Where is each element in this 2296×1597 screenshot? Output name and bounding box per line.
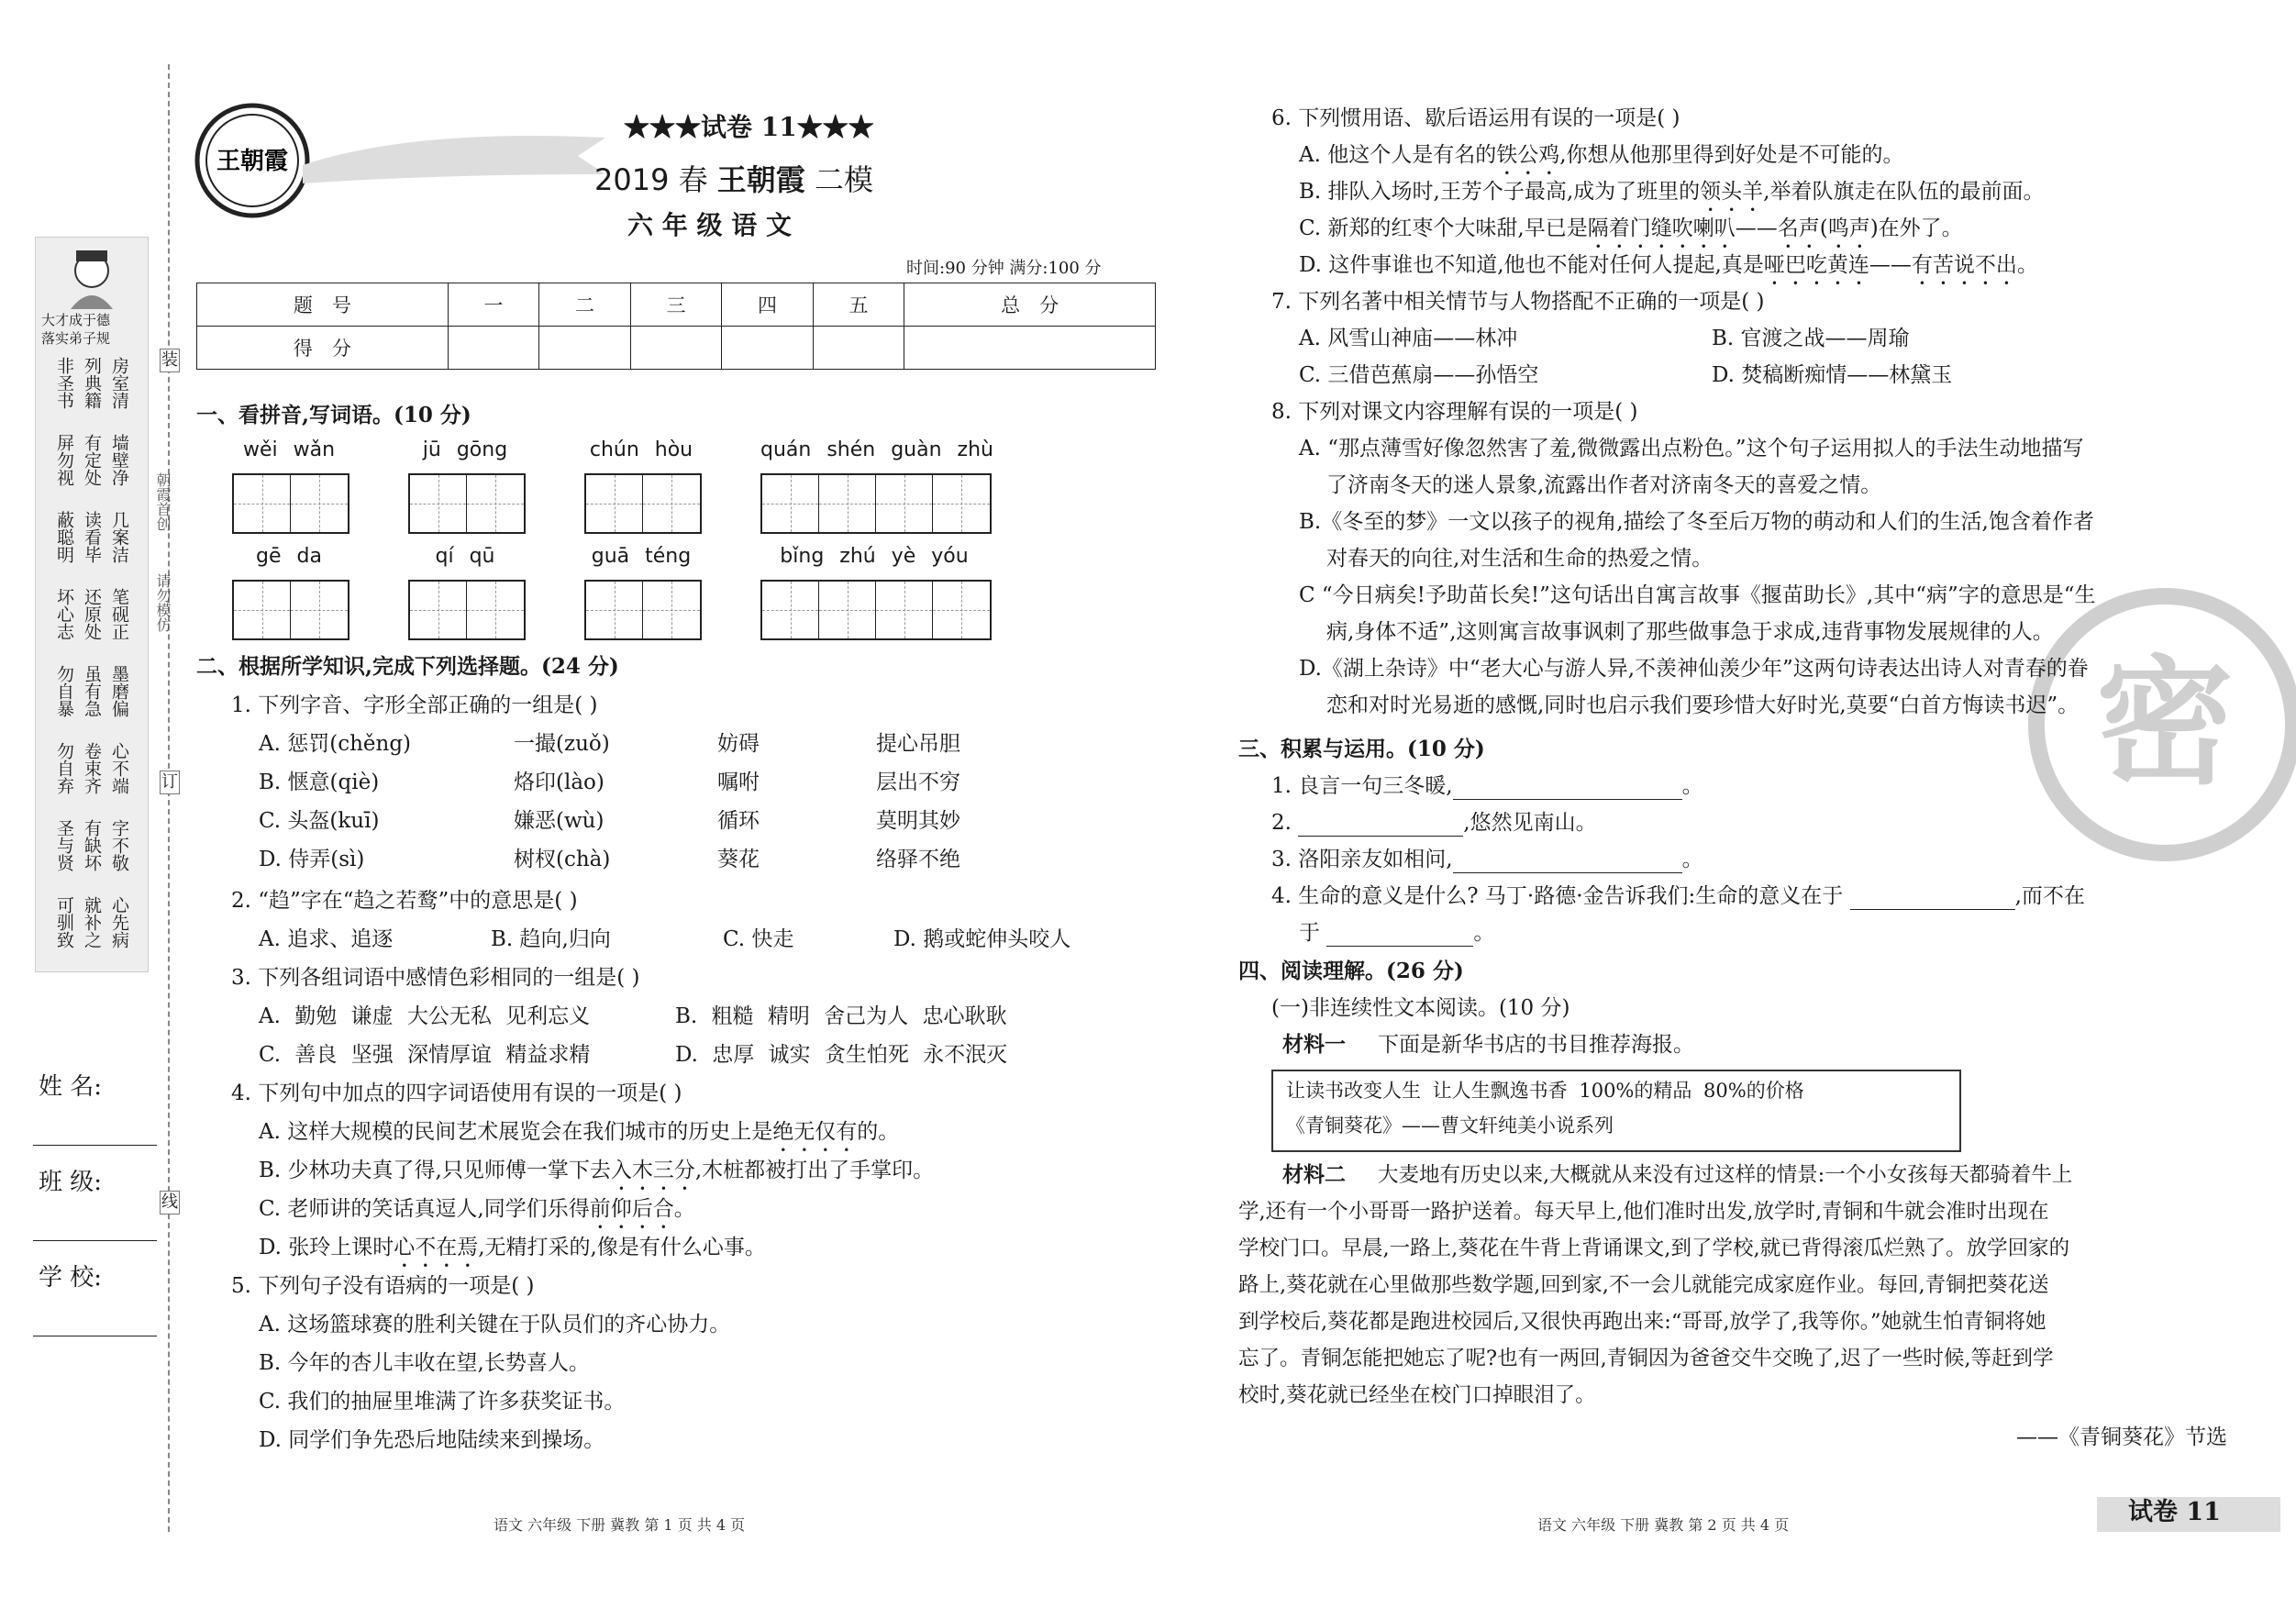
q1-option-cell: 循环 xyxy=(717,809,760,833)
q3-option-c: C. 善良 坚强 深情厚谊 精益求精 xyxy=(259,1043,591,1067)
pinyin-writing-box[interactable] xyxy=(408,580,526,640)
writing-cell[interactable] xyxy=(762,582,819,638)
s3-item-3 xyxy=(1271,846,1703,873)
score-header-cell: 总 分 xyxy=(904,283,1156,327)
pinyin-label: bǐng zhú yè yóu xyxy=(780,545,969,568)
motto-char: 看 xyxy=(82,528,102,546)
motto-char: 圣 xyxy=(54,819,74,837)
pinyin-label: wěi wǎn xyxy=(242,438,336,461)
writing-cell[interactable] xyxy=(643,582,700,638)
q1-option-cell: 树杈(chà) xyxy=(514,848,611,871)
svg-text:王朝霞: 王朝霞 xyxy=(216,148,289,175)
motto-char: 偏 xyxy=(109,700,129,717)
q6-option-a xyxy=(1299,141,1904,180)
motto-char: 勿 xyxy=(54,451,74,469)
material1-label: 材料一 xyxy=(1282,1032,1346,1057)
motto-char: 有 xyxy=(82,682,102,700)
scholar-icon xyxy=(63,245,120,309)
pinyin-writing-box[interactable] xyxy=(584,580,702,640)
q8-option-line: 病,身体不适”,这则寓言故事讽刺了那些做事急于求成,违背事物发展规律的人。 xyxy=(1326,620,2054,644)
q6-option-d xyxy=(1299,251,2038,290)
s3-item-4-text: 4. 生命的意义是什么? 马丁·路德·金告诉我们:生命的意义在于 xyxy=(1271,884,1844,908)
score-value-cell[interactable] xyxy=(904,327,1156,370)
q1-option-cell: A. 惩罚(chěng) xyxy=(259,732,412,756)
motto-char: 暴 xyxy=(54,700,74,717)
section4-sub-heading: (一)非连续性文本阅读。(10 分) xyxy=(1271,996,1570,1020)
q8-option-line: 对春天的向往,对生活和生命的热爱之情。 xyxy=(1326,547,1714,571)
brand-emblem xyxy=(193,101,312,220)
motto-char: 净 xyxy=(109,469,129,486)
motto-char: 缺 xyxy=(82,837,102,854)
motto-column xyxy=(82,434,102,486)
material1-text: 下面是新华书店的书目推荐海报。 xyxy=(1378,1033,1694,1057)
motto-column xyxy=(82,742,102,794)
s3-item-4 xyxy=(1271,882,2085,910)
motto-char: 急 xyxy=(82,700,102,717)
motto-column xyxy=(82,665,102,717)
material2-line: 路上,葵花就在心里做那些数学题,回到家,不一会儿就能完成家庭作业。每回,青铜把葵花送 xyxy=(1238,1273,2049,1297)
section2-heading: 二、根据所学知识,完成下列选择题。(24 分) xyxy=(196,654,619,679)
vertical-note-1: 朝霞首创 xyxy=(154,472,172,531)
q5-option-b: B. 今年的杏儿丰收在望,长势喜人。 xyxy=(259,1351,590,1375)
motto-char: 卷 xyxy=(82,742,102,760)
s3-item-1-tail: 。 xyxy=(1681,774,1703,798)
pinyin-writing-box[interactable] xyxy=(408,473,526,534)
q1-option-cell: 葵花 xyxy=(717,848,760,871)
motto-char: 自 xyxy=(54,760,74,777)
pinyin-label: jū gōng xyxy=(422,438,508,461)
writing-cell[interactable] xyxy=(762,475,819,532)
motto-char: 就 xyxy=(82,896,102,914)
motto-column xyxy=(54,742,74,794)
material2-source: ——《青铜葵花》节选 xyxy=(2016,1425,2227,1449)
writing-cell[interactable] xyxy=(410,582,467,638)
motto-column xyxy=(109,896,129,948)
section1-heading: 一、看拼音,写词语。(10 分) xyxy=(196,403,471,427)
q1-option-cell: 层出不穷 xyxy=(876,771,960,794)
writing-cell[interactable] xyxy=(467,582,524,638)
pinyin-writing-box[interactable] xyxy=(584,473,702,534)
q6-option-b xyxy=(1299,178,2044,216)
motto-column xyxy=(54,511,74,563)
motto-column xyxy=(82,357,102,409)
motto-char: 弃 xyxy=(54,777,74,794)
q6-a-post: ,你想从他那里得到好处是不可能的。 xyxy=(1559,143,1904,167)
q1-option-cell: 一撮(zuǒ) xyxy=(514,732,610,756)
motto-char: 自 xyxy=(54,682,74,700)
q4-option-a xyxy=(259,1118,899,1157)
q4-a-dotted: 绝无仅有 xyxy=(772,1120,858,1144)
q8-option-line: A. “那点薄雪好像忽然害了羞,微微露出点粉色。”这个句子运用拟人的手法生动地描写 xyxy=(1299,437,2084,460)
q4-b-pre: B. 少林功夫真了得,只见师傅一掌下去 xyxy=(259,1159,611,1182)
motto-column xyxy=(82,896,102,948)
motto-char: 列 xyxy=(82,357,102,374)
writing-cell[interactable] xyxy=(291,475,348,532)
motto-char: 室 xyxy=(109,374,129,392)
q6-a-dotted: 铁公鸡 xyxy=(1496,143,1560,167)
motto-char: 心 xyxy=(54,605,74,623)
school-label: 学 校: xyxy=(39,1264,103,1292)
score-value-cell[interactable] xyxy=(448,327,539,370)
q7-option-a: A. 风雪山神庙——林冲 xyxy=(1299,327,1518,350)
paper-number: ★★★试卷 11★★★ xyxy=(624,112,874,142)
class-label: 班 级: xyxy=(39,1169,103,1196)
motto-char: 有 xyxy=(82,434,102,451)
watermark-seal-icon xyxy=(2027,587,2296,862)
writing-cell[interactable] xyxy=(467,475,524,532)
writing-cell[interactable] xyxy=(234,582,291,638)
pinyin-label: guā téng xyxy=(591,545,692,568)
q5-option-a: A. 这场篮球赛的胜利关键在于队员们的齐心协力。 xyxy=(259,1313,731,1336)
motto-char: 坏 xyxy=(54,588,74,605)
motto-char: 病 xyxy=(109,931,129,948)
q3-option-a: A. 勤勉 谦虚 大公无私 见利忘义 xyxy=(259,1004,591,1028)
poster-line-1: 让读书改变人生 让人生飘逸书香 100%的精品 80%的价格 xyxy=(1286,1080,1804,1102)
q6-c-pre: C. 新郑的红枣个大味甜,早已是 xyxy=(1299,216,1588,240)
s3-item-2 xyxy=(1271,809,1597,837)
s3-item-2-text: 2. xyxy=(1271,811,1292,835)
pinyin-label: gē da xyxy=(256,545,322,568)
motto-char: 字 xyxy=(109,819,129,837)
motto-line-1: 大才成于德 xyxy=(41,312,111,328)
q7-option-b: B. 官渡之战——周瑜 xyxy=(1712,327,1910,350)
title-logo-text: 王朝霞 xyxy=(716,162,805,197)
q6-b-dotted: 领头羊 xyxy=(1700,180,1764,204)
q3-stem: 3. 下列各组词语中感情色彩相同的一组是( ) xyxy=(231,966,640,990)
s3-item-1 xyxy=(1271,772,1703,800)
motto-char: 圣 xyxy=(54,374,74,392)
q7-option-c: C. 三借芭蕉扇——孙悟空 xyxy=(1299,363,1539,387)
q6-a-pre: A. 他这个人是有名的 xyxy=(1299,143,1497,167)
material2-line: 到学校后,葵花都是跑进校园后,又很快再跑出来:“哥哥,放学了,我等你。”她就生怕青铜将她 xyxy=(1238,1310,2046,1334)
q6-d-dotted: 哑巴吃黄连——有苦说不出 xyxy=(1763,253,2017,277)
motto-char: 有 xyxy=(82,819,102,837)
time-info: 时间:90 分钟 满分:100 分 xyxy=(906,259,1102,278)
pinyin-label: qí qū xyxy=(435,545,495,568)
motto-char: 补 xyxy=(82,914,102,931)
binding-line xyxy=(168,64,170,1532)
q8-option-line: 了济南冬天的迷人景象,流露出作者对济南冬天的喜爱之情。 xyxy=(1326,473,1882,497)
score-value-cell[interactable] xyxy=(630,327,722,370)
score-value-cell: 得 分 xyxy=(197,327,449,370)
q2-option-a: A. 追求、追逐 xyxy=(259,927,394,951)
score-header-cell: 五 xyxy=(813,283,904,327)
q8-stem: 8. 下列对课文内容理解有误的一项是( ) xyxy=(1271,400,1638,424)
motto-char: 束 xyxy=(82,760,102,777)
s3-blank-5[interactable] xyxy=(1326,924,1473,947)
score-value-cell[interactable] xyxy=(539,327,631,370)
q6-c-post: 在外了。 xyxy=(1878,216,1963,240)
paper-tag xyxy=(2097,1497,2280,1532)
motto-column xyxy=(109,357,129,409)
motto-char: 籍 xyxy=(82,392,102,409)
motto-char: 还 xyxy=(82,588,102,605)
motto-char: 虽 xyxy=(82,665,102,682)
writing-cell[interactable] xyxy=(933,582,990,638)
motto-char: 贤 xyxy=(54,854,74,871)
s3-blank-4[interactable] xyxy=(1850,887,2015,910)
q2-option-d: D. 鹅或蛇伸头咬人 xyxy=(893,927,1071,951)
material2-line: 学校门口。早晨,一路上,葵花在牛背上背诵课文,到了学校,就已背得滚瓜烂熟了。放学回家的 xyxy=(1238,1237,2070,1260)
q5-option-d: D. 同学们争先恐后地陆续来到操场。 xyxy=(259,1428,605,1452)
q1-option-cell: 莫明其妙 xyxy=(876,809,960,833)
motto-char: 非 xyxy=(54,357,74,374)
q6-c-dotted: 隔着门缝吹喇叭——名声(鸣声) xyxy=(1587,216,1879,240)
motto-char: 先 xyxy=(109,914,129,931)
paper-tag-label: 试卷 11 xyxy=(2128,1498,2221,1526)
section4-heading: 四、阅读理解。(26 分) xyxy=(1238,959,1464,983)
motto-column xyxy=(109,819,129,871)
motto-char: 墨 xyxy=(109,665,129,682)
q3-option-b: B. 粗糙 精明 舍己为人 忠心耿耿 xyxy=(675,1004,1007,1028)
writing-cell[interactable] xyxy=(234,475,291,532)
q7-option-d: D. 焚稿断痴情——林黛玉 xyxy=(1712,363,1953,387)
score-header-cell: 一 xyxy=(448,283,539,327)
score-header-cell: 题 号 xyxy=(197,283,449,327)
writing-cell[interactable] xyxy=(876,582,933,638)
pinyin-label: chún hòu xyxy=(589,438,693,461)
motto-column xyxy=(54,819,74,871)
q8-option-line: B.《冬至的梦》一文以孩子的视角,描绘了冬至后万物的萌动和人们的生活,饱含着作者 xyxy=(1299,510,2094,534)
motto-column xyxy=(82,511,102,563)
footer-right: 语文 六年级 下册 冀教 第 2 页 共 4 页 xyxy=(1537,1516,1790,1534)
q4-c-pre: C. 老师讲的笑话真逗人,同学们乐得 xyxy=(259,1197,590,1221)
motto-char: 端 xyxy=(109,777,129,794)
footer-left: 语文 六年级 下册 冀教 第 1 页 共 4 页 xyxy=(494,1516,746,1534)
motto-char: 正 xyxy=(109,623,129,640)
motto-char: 洁 xyxy=(109,546,129,563)
motto-column xyxy=(109,434,129,486)
q8-option-line: D.《湖上杂诗》中“老大心与游人异,不羡神仙羡少年”这两句诗表达出诗人对青春的眷 xyxy=(1299,657,2089,681)
q4-d-post: ,无精打采的,像是有什么心事。 xyxy=(478,1236,766,1259)
pinyin-writing-box[interactable] xyxy=(232,473,349,534)
motto-char: 清 xyxy=(109,392,129,409)
q1-stem: 1. 下列字音、字形全部正确的一组是( ) xyxy=(231,693,598,717)
q6-b-post: ,举着队旗走在队伍的最前面。 xyxy=(1763,180,2045,204)
s3-item-4b-tail: 。 xyxy=(1473,921,1495,945)
q1-option-cell: 嘱咐 xyxy=(717,771,760,794)
motto-column xyxy=(54,896,74,948)
material2-line: 忘了。青铜怎能把她忘了呢?也有一两回,青铜因为爸爸交牛交晚了,迟了一些时候,等赶到学 xyxy=(1238,1347,2054,1370)
writing-cell[interactable] xyxy=(410,475,467,532)
writing-cell[interactable] xyxy=(643,475,700,532)
class-field[interactable] xyxy=(33,1240,157,1241)
score-header-cell: 二 xyxy=(539,283,631,327)
q2-option-c: C. 快走 xyxy=(723,927,794,951)
motto-line-2: 落实弟子规 xyxy=(41,330,111,347)
q4-a-post: 的。 xyxy=(857,1120,900,1144)
motto-char: 坏 xyxy=(82,854,102,871)
score-value-cell[interactable] xyxy=(722,327,814,370)
motto-char: 毕 xyxy=(82,546,102,563)
s3-item-4b-text: 于 xyxy=(1299,921,1320,945)
motto-column xyxy=(109,742,129,794)
q1-option-cell: B. 惬意(qiè) xyxy=(259,771,380,794)
motto-char: 处 xyxy=(82,623,102,640)
motto-char: 案 xyxy=(109,528,129,546)
motto-char: 聪 xyxy=(54,528,74,546)
motto-char: 砚 xyxy=(109,605,129,623)
motto-char: 蔽 xyxy=(54,511,74,528)
q6-d-post: 。 xyxy=(2016,253,2038,277)
writing-cell[interactable] xyxy=(819,582,876,638)
q5-stem: 5. 下列句子没有语病的一项是( ) xyxy=(231,1274,535,1298)
q6-b-pre: B. 排队入场时,王芳个子最高,成为了班里的 xyxy=(1299,180,1701,204)
q8-option-line: C “今日病矣!予助苗长矣!”这句话出自寓言故事《揠苗助长》,其中“病”字的意思是“生 xyxy=(1299,583,2096,607)
s3-blank-1[interactable] xyxy=(1453,777,1682,800)
writing-cell[interactable] xyxy=(876,475,933,532)
motto-char: 定 xyxy=(82,451,102,469)
material2-line: 学,还有一个小哥哥一路护送着。每天早上,他们准时出发,放学时,青铜和牛就会准时出现在 xyxy=(1238,1200,2049,1224)
motto-char: 致 xyxy=(54,931,74,948)
motto-char: 视 xyxy=(54,469,74,486)
motto-char: 读 xyxy=(82,511,102,528)
q4-c-dotted: 前仰后合 xyxy=(589,1197,674,1221)
q1-option-cell: 提心吊胆 xyxy=(876,732,960,756)
motto-char: 不 xyxy=(109,760,129,777)
motto-strip xyxy=(35,237,149,972)
book-poster xyxy=(1271,1070,1961,1152)
s3-item-4b xyxy=(1299,919,1494,947)
motto-column xyxy=(54,588,74,640)
motto-char: 墙 xyxy=(109,434,129,451)
q6-d-pre: D. 这件事谁也不知道,他也不能对任何人提起,真是 xyxy=(1299,253,1764,277)
motto-char: 不 xyxy=(109,837,129,854)
name-field[interactable] xyxy=(33,1145,157,1146)
q8-option-line: 恋和对时光易逝的感慨,同时也启示我们要珍惜大好时光,莫要“白首方悔读书迟”。 xyxy=(1326,693,2080,717)
q4-option-d xyxy=(259,1234,766,1272)
motto-char: 可 xyxy=(54,896,74,914)
section3-heading: 三、积累与运用。(10 分) xyxy=(1238,737,1485,761)
q7-stem: 7. 下列名著中相关情节与人物搭配不正确的一项是( ) xyxy=(1271,290,1765,314)
motto-char: 敬 xyxy=(109,854,129,871)
motto-char: 房 xyxy=(109,357,129,374)
motto-column xyxy=(82,588,102,640)
vertical-note-2: 请勿模仿 xyxy=(154,573,172,632)
motto-column xyxy=(82,819,102,871)
q4-b-dotted: 入木三分 xyxy=(610,1159,695,1182)
pinyin-label: quán shén guàn zhù xyxy=(760,438,993,461)
q1-option-cell: 嫌恶(wù) xyxy=(514,809,605,833)
motto-char: 壁 xyxy=(109,451,129,469)
q3-option-d: D. 忠厚 诚实 贪生怕死 永不泯灭 xyxy=(675,1043,1008,1067)
q6-stem: 6. 下列惯用语、歇后语运用有误的一项是( ) xyxy=(1271,106,1680,130)
exam-title xyxy=(594,161,873,198)
motto-char: 志 xyxy=(54,623,74,640)
score-header-cell: 三 xyxy=(630,283,722,327)
motto-char: 勿 xyxy=(54,742,74,760)
motto-char: 书 xyxy=(54,392,74,409)
q4-option-c xyxy=(259,1195,695,1234)
svg-text:密: 密 xyxy=(2095,644,2235,804)
motto-char: 磨 xyxy=(109,682,129,700)
s3-item-3-text: 3. 洛阳亲友如相问, xyxy=(1271,848,1453,871)
motto-char: 与 xyxy=(54,837,74,854)
s3-item-2-tail: ,悠然见南山。 xyxy=(1463,811,1597,835)
writing-cell[interactable] xyxy=(586,475,643,532)
pinyin-writing-box[interactable] xyxy=(760,580,992,640)
writing-cell[interactable] xyxy=(291,582,348,638)
motto-char: 几 xyxy=(109,511,129,528)
motto-char: 处 xyxy=(82,469,102,486)
q4-c-post: 。 xyxy=(673,1197,695,1221)
exam-subtitle: 六 年 级 语 文 xyxy=(627,210,792,240)
name-label: 姓 名: xyxy=(39,1073,103,1101)
s3-blank-3[interactable] xyxy=(1453,850,1682,873)
q1-option-cell: 烙印(lào) xyxy=(514,771,605,794)
q1-option-cell: C. 头盔(kuī) xyxy=(259,809,380,833)
title-year: 2019 春 xyxy=(594,162,708,197)
motto-char: 勿 xyxy=(54,665,74,682)
title-suffix: 二模 xyxy=(814,162,873,197)
material2-line: 校时,葵花就已经坐在校门口掉眼泪了。 xyxy=(1238,1383,1596,1407)
material2-line: 大麦地有历史以来,大概就从来没有过这样的情景:一个小女孩每天都骑着牛上 xyxy=(1378,1163,2073,1187)
motto-char: 心 xyxy=(109,742,129,760)
writing-cell[interactable] xyxy=(933,475,990,532)
seal-label-2: 订 xyxy=(160,771,180,794)
motto-column xyxy=(109,511,129,563)
q5-option-c: C. 我们的抽屉里堆满了许多获奖证书。 xyxy=(259,1390,626,1414)
motto-char: 之 xyxy=(82,931,102,948)
motto-char: 齐 xyxy=(82,777,102,794)
q2-option-b: B. 趋向,归向 xyxy=(491,927,611,951)
score-header-row xyxy=(197,283,1156,327)
q4-option-b xyxy=(259,1157,934,1195)
q1-option-cell: 妨碍 xyxy=(717,732,760,756)
score-value-cell[interactable] xyxy=(813,327,904,370)
score-table xyxy=(196,283,1156,370)
s3-item-3-tail: 。 xyxy=(1681,848,1703,871)
q4-d-dotted: 心不在焉 xyxy=(394,1236,479,1259)
s3-item-1-text: 1. 良言一句三冬暖, xyxy=(1271,774,1453,798)
motto-char: 典 xyxy=(82,374,102,392)
motto-char: 屏 xyxy=(54,434,74,451)
q2-stem: 2. “趋”字在“趋之若鹜”中的意思是( ) xyxy=(231,889,578,913)
q1-option-cell: D. 侍弄(sì) xyxy=(259,848,365,871)
motto-column xyxy=(109,665,129,717)
motto-char: 驯 xyxy=(54,914,74,931)
s3-blank-2[interactable] xyxy=(1298,814,1463,837)
q4-stem: 4. 下列句中加点的四字词语使用有误的一项是( ) xyxy=(231,1081,682,1105)
poster-line-2: 《青铜葵花》——曹文轩纯美小说系列 xyxy=(1286,1115,1614,1137)
q4-d-pre: D. 张玲上课时 xyxy=(259,1236,394,1259)
motto-column xyxy=(109,588,129,640)
score-header-cell: 四 xyxy=(722,283,814,327)
motto-char: 笔 xyxy=(109,588,129,605)
writing-cell[interactable] xyxy=(586,582,643,638)
motto-column xyxy=(54,665,74,717)
motto-column xyxy=(54,357,74,409)
material2-label: 材料二 xyxy=(1282,1162,1346,1187)
seal-label-1: 装 xyxy=(160,349,180,372)
s3-item-4-tail: ,而不在 xyxy=(2014,884,2085,908)
pinyin-writing-box[interactable] xyxy=(760,473,992,534)
ribbon-decoration xyxy=(303,110,615,193)
motto-char: 心 xyxy=(109,896,129,914)
score-value-row xyxy=(197,327,1156,370)
pinyin-writing-box[interactable] xyxy=(232,580,349,640)
motto-char: 原 xyxy=(82,605,102,623)
seal-label-3: 线 xyxy=(160,1191,180,1214)
q1-option-cell: 络驿不绝 xyxy=(876,848,960,871)
motto-column xyxy=(54,434,74,486)
writing-cell[interactable] xyxy=(819,475,876,532)
q4-b-post: ,木桩都被打出了手掌印。 xyxy=(694,1159,935,1182)
q4-a-pre: A. 这样大规模的民间艺术展览会在我们城市的历史上是 xyxy=(259,1120,773,1144)
motto-char: 明 xyxy=(54,546,74,563)
q6-option-c xyxy=(1299,215,1963,253)
